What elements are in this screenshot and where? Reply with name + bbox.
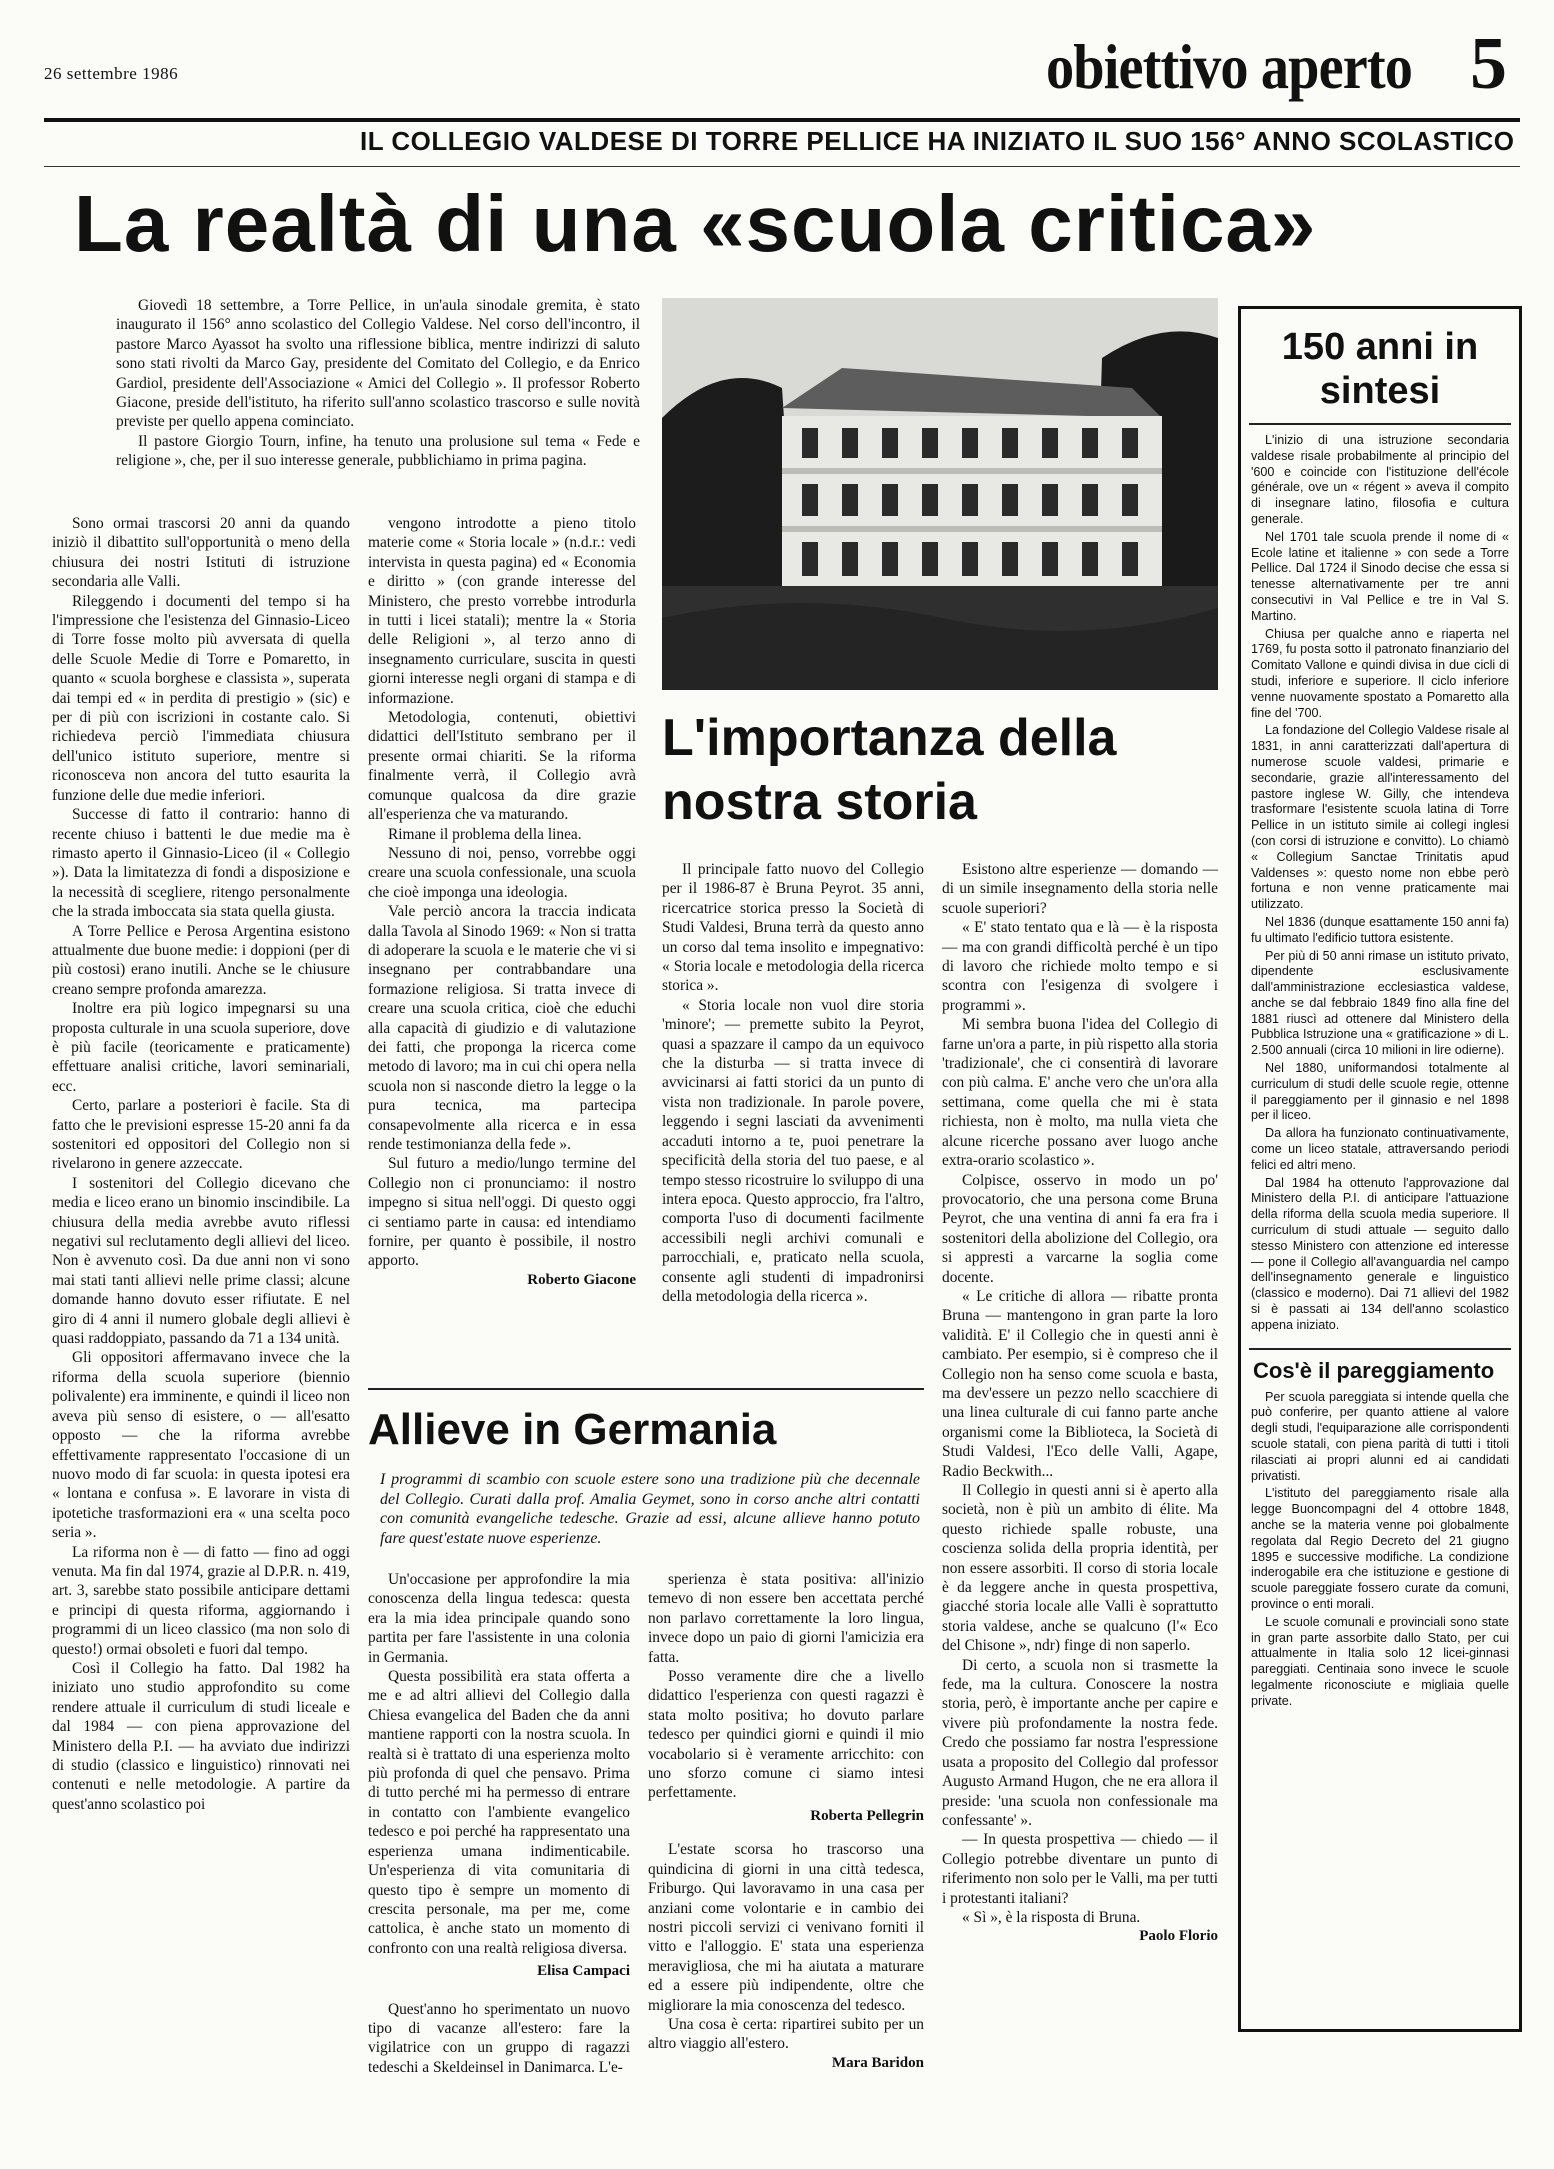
paragraph: vengono introdotte a pieno titolo materie come « Storia locale » (n.d.r.: vedi intervista in questa pagina) ed « Economia e diritto » (con grande interesse del Ministero, che presto vorrebbe introdurla in tutti i licei statali); mentre la « Storia delle Religioni », al terzo anno di insegnamento curriculare, suscita in questi giorni interesse negli organi di stampa e di informazione. [368, 515, 636, 707]
kicker-rule [44, 166, 1520, 167]
paragraph: Inoltre era più logico impegnarsi su una proposta culturale in una scuola superiore, dove è più facile (teoricamente e praticamente) effettuare analisi critiche, lavori seminariali, ecc. [52, 1000, 350, 1095]
headline: La realtà di una «scuola critica» [74, 179, 1317, 268]
sidebar-text [1241, 425, 1519, 1334]
paragraph: Per più di 50 anni rimase un istituto privato, dipendente esclusivamente dall'amministrazione ecclesiastica valdese, anche se dal febbraio 1849 fino alla fine del 1881 riuscì ad ottenere dal Ministero della Pubblica Istruzione una « gratificazione » di L. 2.500 annuali (circa 10 milioni in lire odierne). [1251, 948, 1509, 1058]
germany-lead: I programmi di scambio con scuole estere sono una tradizione più che decennale del Collegio. Curati dalla prof. Amalia Geymet, sono in corso anche altri contatti con comunità evangeliche tedesche. Grazie ad essi, alcune allieve hanno potuto fare quest'estate nuove esperienze. [380, 1471, 920, 1547]
paragraph: L'inizio di una istruzione secondaria valdese risale probabilmente al principio del '600 e coincide con l'istituzione dell'école générale, ove un « régent » aveva il compito di insegnare latino, filosofia e cultura generale. [1251, 433, 1509, 526]
author-signature: Mara Baridon [831, 2054, 924, 2071]
paragraph: A Torre Pellice e Perosa Argentina esistono attualmente due buone medie: i doppioni (per di più costosi) erano inutili. Anche se le chiusure creano sempre profonda amarezza. [52, 922, 350, 998]
paragraph: Da allora ha funzionato continuativamente, come un liceo statale, attraversando periodi felici ed altri meno. [1251, 1126, 1509, 1172]
germany-article-title: Allieve in Germania [368, 1405, 777, 1454]
page-number: 5 [1470, 23, 1507, 105]
paragraph: Vale perciò ancora la traccia indicata dalla Tavola al Sinodo 1969: « Non si tratta di adoperare la scuola e le materie che vi si insegnano per contrabbandare una formazione religiosa. Si tratta invece di creare una scuola critica, cioè che educhi alla capacità di giudizio e di valutazione dei fatti, che proponga la ricerca come metodo di lavoro; ma in cui chi opera nella scuola non si nasconde dietro la legge o la pura tecnica, ma partecipa consapevolmente alla ricerca e in essa rende testimonianza della fede ». [368, 903, 636, 1153]
paragraph: Per scuola pareggiata si intende quella che può conferire, per quanto attiene al valore degli studi, l'equiparazione alle corrispondenti scuole statali, con piena parità di tutti i titoli rilasciati ai propri alunni ed ai candidati privatisti. [1251, 1389, 1509, 1483]
author-signature: Roberta Pellegrin [810, 1807, 924, 1824]
paragraph: Nel 1880, uniformandosi totalmente al curriculum di studi delle scuole regie, ottenne il pareggiamento per il ginnasio e nel 1898 per il liceo. [1251, 1061, 1509, 1123]
paragraph: Il Collegio in questi anni si è aperto alla società, non è più un ambito di élite. Ma questo richiede spalle robuste, una coscienza solida della propria identità, per non essere assorbiti. Il corso di storia locale è da leggere anche in questa prospettiva, giacché storia locale alle Valli è soprattutto storia valdese, anche se qualcuno (l'« Eco del Chisone », ndr) finge di non saperlo. [942, 1482, 1218, 1655]
author-signature: Paolo Florio [1139, 1928, 1218, 1945]
paragraph: Nel 1836 (dunque esattamente 150 anni fa) fu ultimato l'edificio tuttora esistente. [1251, 914, 1509, 945]
building-photo [662, 298, 1218, 690]
history-col1 [662, 860, 924, 1380]
paragraph: « Le critiche di allora — ribatte pronta Bruna — mantengono in gran parte la loro validità. E' il Collegio che in questi anni è cambiato. Per esempio, si è compreso che il Collegio non ha senso come scuola e basta, ma dev'essere un pezzo nello scacchiere di una linea culturale di cui fanno parte anche organismi come la Biblioteca, la Società di Studi Valdesi, l'Eco delle Valli, Agape, Radio Beckwith... [942, 1287, 1218, 1480]
paragraph: Rileggendo i documenti del tempo si ha l'impressione che l'esistenza del Ginnasio-Liceo di Torre fosse molto più avversata di quella delle Scuole Medie di Torre e Pomaretto, in quanto « scuola borghese e classista », superata dai tempi ed « in perdita di prestigio » (sic) e per di più con iscrizioni in costante calo. Si richiedeva perciò l'immediata chiusura dell'unico istituto superiore, mentre si riconosceva non ancora del tutto esaurita la funzione delle due medie inferiori. [52, 592, 350, 804]
author-signature: Elisa Campaci [537, 1963, 630, 1980]
germany-col2 [648, 1570, 924, 2071]
paragraph: Il principale fatto nuovo del Collegio per il 1986-87 è Bruna Peyrot. 35 anni, ricercatrice storica presso la Società di Studi Valdesi, Bruna terrà da questo anno un corso dal tema insolito e impegnativo: « Storia locale e metodologia della ricerca storica ». [662, 861, 924, 995]
paragraph: Una cosa è certa: ripartirei subito per un altro viaggio all'estero. [648, 2015, 924, 2053]
paragraph: Sul futuro a medio/lungo termine del Collegio non ci pronunciamo: il nostro impegno si situa nell'oggi. Di questo oggi ci sentiamo parte in causa: ed intendiamo fornire, per quanto è possibile, il nostro apporto. [368, 1155, 636, 1270]
section-title: obiettivo aperto [1046, 31, 1412, 102]
sidebar-text-2 [1241, 1388, 1519, 1710]
paragraph: sperienza è stata positiva: all'inizio temevo di non essere ben accettata perché non parlavo correttamente la loro lingua, invece dopo un paio di giorni l'amicizia era fatta. [648, 1571, 924, 1666]
paragraph: Mi sembra buona l'idea del Collegio di farne un'ora a parte, in più rispetto alla storia 'tradizionale', che ci consentirà di lavorare con più calma. E' anche vero che un'ora alla settimana, come quella che mi è stata richiesta, non è molto, ma nulla vieta che alcune ricerche possano aver luogo anche extra-orario scolastico ». [942, 1016, 1218, 1170]
paragraph: Questa possibilità era stata offerta a me e ad altri allievi del Collegio dalla Chiesa evangelica del Baden che da anni mantiene rapporti con la nostra scuola. In realtà si è trattato di una esperienza molto più profonda di quel che pensavo. Prima di tutto perché mi ha permesso di entrare in contatto con l'ambiente evangelico tedesco e poi perché ha rappresentato una esperienza umana indimenticabile. Un'esperienza di vita comunitaria di questo tipo è sempre un momento di crescita personale, ma per me, come cattolica, è anche stato un momento di confronto con una realtà religiosa diversa. [368, 1668, 630, 1957]
intro [116, 296, 640, 492]
paragraph: I sostenitori del Collegio dicevano che media e liceo erano un binomio inscindibile. La chiusura della media avrebbe avuto riflessi negativi sul reclutamento degli allievi del liceo. Non è avvenuto così. Da due anni non vi sono mai stati tanti allievi nelle prime classi; alcune domande hanno dovuto esser rifiutate. E nel giro di 4 anni il numero globale degli allievi è quasi raddoppiato, passando da 71 a 134 unità. [52, 1174, 350, 1348]
paragraph: Sono ormai trascorsi 20 anni da quando iniziò il dibattito sull'opportunità o meno della chiusura dei nostri Istituti di istruzione secondaria alle Valli. [52, 515, 350, 591]
history-col2 [942, 860, 1218, 2012]
kicker: IL COLLEGIO VALDESE DI TORRE PELLICE HA INIZIATO IL SUO 156° ANNO SCOLASTICO [360, 126, 1515, 156]
paragraph: Chiusa per qualche anno e riaperta nel 1769, fu posta sotto il patronato finanziario del Comitato Vallone e quindi divisa in due cicli di studi, inferiore e superiore. Il ciclo inferiore venne nuovamente spostato a Pomaretto alla fine del '700. [1251, 626, 1509, 720]
history-article-title [662, 706, 1202, 834]
paragraph: Metodologia, contenuti, obiettivi didattici dell'Istituto sembrano per il presente ormai chiariti. Se la riforma finalmente verrà, il Collegio avrà comunque qualcosa da dire grazie all'esperienza che va maturando. [368, 709, 636, 824]
paragraph: La fondazione del Collegio Valdese risale al 1831, in anni caratterizzati dall'apertura di numerose scuole valdesi, primarie e secondarie, grazie all'interessamento del pastore inglese W. Gilly, che intendeva trasformare l'esistente scuola latina di Torre Pellice in un istituto simile ai collegi inglesi (con corsi di istruzione e convitto). Lo chiamò « Collegium Sanctae Trinitatis apud Valdenses »: questo nome non ebbe però fortuna e non venne praticamente mai utilizzato. [1251, 723, 1509, 912]
intro-paragraph: Il pastore Giorgio Tourn, infine, ha tenuto una prolusione sul tema « Fede e religione », che, per il suo interesse generale, pubblichiamo in prima pagina. [116, 432, 640, 470]
paragraph: Certo, parlare a posteriori è facile. Sta di fatto che le previsioni espresse 15-20 anni fa da sostenitori ed oppositori del Collegio non si rivelarono in genere azzeccate. [52, 1097, 350, 1173]
paragraph: « Storia locale non vuol dire storia 'minore'; — premette subito la Peyrot, quasi a spazzare il campo da un equivoco che la disturba — si tratta invece di avvicinarsi ai fatti storici da un punto di vista non tradizionale. In parole povere, leggendo i segni lasciati da avvenimenti accaduti intorno a te, puoi penetrare la specificità della storia del tuo paese, e al tempo stesso ricostruire lo sviluppo di una intera epoca. Questo approccio, fra l'altro, comporta l'uso di documenti facilmente accessibili negli archivi comunali e parrocchiali, e, praticato nella scuola, consente agli studenti di impadronirsi della metodologia della ricerca ». [662, 996, 924, 1305]
paragraph: — In questa prospettiva — chiedo — il Collegio potrebbe diventare un punto di riferimento non solo per le Valli, ma per tutti i protestanti italiani? [942, 1831, 1218, 1907]
sidebar-title: 150 anni in sintesi [1281, 326, 1479, 412]
paragraph: Posso veramente dire che a livello didattico l'esperienza con questi ragazzi è stata molto positiva; ho dovuto parlare tedesco per quindici giorni e quindi il mio vocabolario si è veramente arricchito: con uno sforzo comune ci siamo intesi perfettamente. [648, 1668, 924, 1802]
paragraph: Gli oppositori affermavano invece che la riforma della scuola superiore (biennio polivalente) era imminente, e quindi il liceo non aveva più senso di esistere, o — all'esatto opposto — che la riforma avrebbe effettivamente rappresentato l'occasione di un nuovo modo di far scuola: in questa ipotesi era « lontana e confusa ». E lavorare in vista di ipotetiche trasformazioni era « una scelta poco seria ». [52, 1349, 350, 1542]
paragraph: Di certo, a scuola non si trasmette la fede, ma la cultura. Conoscere la nostra storia, però, è importante anche per capire e vivere più profondamente la nostra fede. Credo che possiamo far nostra l'espressione usata a proposito del Collegio dal professor Augusto Armand Hugon, che ne era allora il preside: 'una scuola non confessionale ma confessante' ». [942, 1656, 1218, 1829]
masthead-rule [44, 118, 1520, 122]
paragraph: « E' stato tentato qua e là — è la risposta — ma con grandi difficoltà perché è un tipo di lavoro che richiede molto tempo e si scontra con l'esigenza di svolgere i programmi ». [942, 919, 1218, 1014]
issue-date: 26 settembre 1986 [44, 64, 179, 83]
paragraph: L'istituto del pareggiamento risale alla legge Buoncompagni del 4 ottobre 1848, anche se la materia venne poi globalmente regolata dal Regio Decreto del 21 giugno 1895 e successive modifiche. La condizione inderogabile era che istituzione e gestione di scuole pareggiate fossero curate da comuni, province o enti morali. [1251, 1486, 1509, 1611]
paragraph: L'estate scorsa ho trascorso una quindicina di giorni in una città tedesca, Friburgo. Qui lavoravamo in una casa per anziani come volontarie e in cambio dei nostri piccoli servizi ci venivano forniti il vitto e l'alloggio. E' stata una esperienza meravigliosa, che mi ha aiutata a maturare ed a essere più indipendente, oltre che migliorare la mia conoscenza del tedesco. [648, 1841, 924, 2014]
paragraph: Quest'anno ho sperimentato un nuovo tipo di vacanze all'estero: fare la vigilatrice con un gruppo di ragazzi tedeschi a Skeldeinsel in Danimarca. L'e- [368, 2000, 630, 2076]
paragraph: Successe di fatto il contrario: hanno di recente chiuso i battenti le due medie ma è rimasto aperto il Ginnasio-Liceo (il « Collegio »). Data la limitatezza di fondi a disposizione e la necessità di scegliere, ritengo personalmente che la strada imboccata sia stata quella giusta. [52, 806, 350, 921]
paragraph: Dal 1984 ha ottenuto l'approvazione dal Ministero della P.I. di anticipare l'attuazione della riforma della scuola media superiore. Il curriculum di studi attuale — seguito dallo stesso Ministero con attenzione ed interesse — pone il Collegio all'avanguardia nel campo dell'insegnamento generale e linguistico (classico e moderno). Dai 71 allievi del 1982 si è passati ai 134 dell'anno scolastico appena iniziato. [1251, 1175, 1509, 1332]
intro-paragraph: Giovedì 18 settembre, a Torre Pellice, in un'aula sinodale gremita, è stato inaugurato il 156° anno scolastico del Collegio Valdese. Nel corso dell'incontro, il pastore Marco Ayassot ha svolto una riflessione biblica, mentre indirizzi di saluto sono stati rivolti da Marco Gay, presidente del Comitato del Collegio, e da Enrico Gardiol, presidente dell'Associazione « Amici del Collegio ». Il professor Roberto Giacone, preside dell'istituto, ha riferito sull'anno scolastico trascorso e sulle novità previste per quello appena cominciato. [116, 297, 640, 431]
paragraph: Colpisce, osservo in modo un po' provocatorio, che una persona come Bruna Peyrot, che una ventina di anni fa era fra i sostenitori della abolizione del Collegio, ora si appresti a varcarne la soglia come docente. [942, 1171, 1218, 1286]
paragraph: La riforma non è — di fatto — fino ad oggi venuta. Ma fin dal 1974, grazie al D.P.R. n. 419, art. 3, sarebbe stato possibile anticipare dettami e principi di questa riforma, aggiornando i programmi di un liceo classico (ma non solo di questo!) ormai obsoleti e fuori dal tempo. [52, 1543, 350, 1658]
sidebar-box [1238, 306, 1522, 2032]
germany-col1 [368, 1570, 630, 2076]
paragraph: « Sì », è la risposta di Bruna. [962, 1908, 1141, 1926]
main-article-col2 [368, 514, 636, 1314]
paragraph: Così il Collegio ha fatto. Dal 1982 ha iniziato uno studio approfondito su come rendere attuale il curriculum di studi liceale e dal 1984 — con piena approvazione del Ministero della P.I. — ha avviato due indirizzi di studio (classico e linguistico) rinnovati nei contenuti e nelle metodologie. A partire da quest'anno scolastico poi [52, 1659, 350, 1813]
paragraph: Nessuno di noi, penso, vorrebbe oggi creare una scuola confessionale, una scuola che cioè imponga una ideologia. [368, 844, 636, 901]
main-article-col1 [52, 514, 350, 2014]
paragraph: Un'occasione per approfondire la mia conoscenza della lingua tedesca: questa era la mia idea principale quando sono partita per fare l'assistente in una colonia in Germania. [368, 1571, 630, 1666]
history-title-text: L'importanza della nostra storia [662, 709, 1117, 831]
building-icon [662, 298, 1218, 690]
sidebar-subtitle: Cos'è il pareggiamento [1253, 1357, 1495, 1383]
section-divider [368, 1388, 924, 1390]
paragraph: Le scuole comunali e provinciali sono state in gran parte assorbite dallo Stato, per cui attualmente in Italia solo 12 licei-ginnasi pareggiati. Centinaia sono invece le scuole legalmente riconosciute e migliaia quelle private. [1251, 1614, 1509, 1708]
paragraph: Rimane il problema della linea. [388, 825, 582, 843]
paragraph: Nel 1701 tale scuola prende il nome di « Ecole latine et italienne » con sede a Torre Pellice. Dal 1724 il Sinodo decise che essa si tenesse alternativamente per tre anni consecutivi in Val Pellice e tre in Val S. Martino. [1251, 529, 1509, 623]
author-signature: Roberto Giacone [527, 1271, 636, 1288]
paragraph: Esistono altre esperienze — domando — di un simile insegnamento della storia nelle scuole superiori? [942, 861, 1218, 917]
